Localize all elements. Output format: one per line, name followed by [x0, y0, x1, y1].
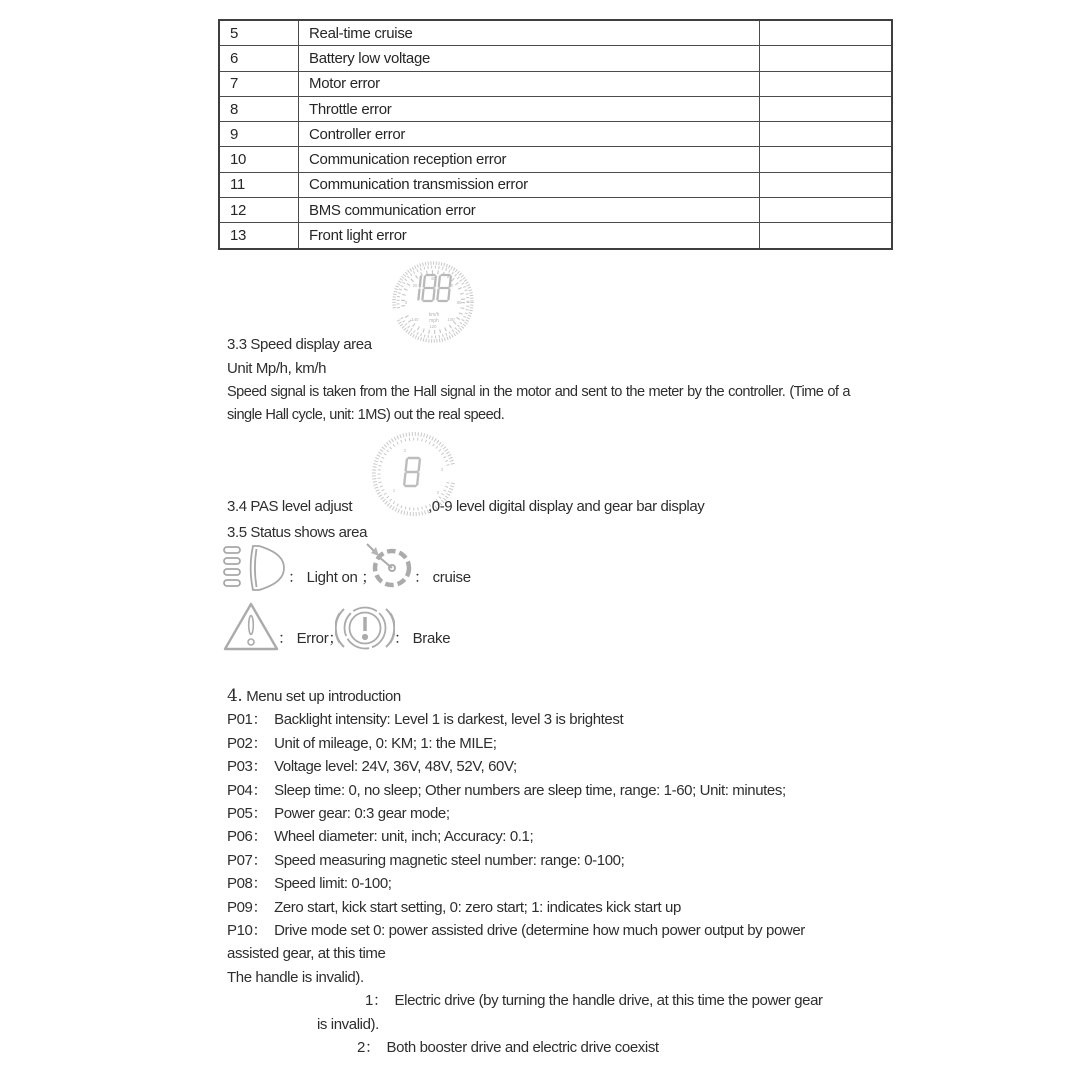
speed-value-digits	[418, 275, 451, 301]
menu-item-p05: P05： Power gear: 0:3 gear mode;	[227, 805, 450, 823]
menu-heading-number: 4.	[227, 686, 243, 706]
error-label: Communication transmission error	[299, 172, 760, 197]
menu-subitem-1-cont: is invalid).	[317, 1015, 379, 1033]
error-label: BMS communication error	[299, 198, 760, 223]
menu-item-p10-cont: assisted gear, at this time	[227, 945, 386, 963]
svg-text:0: 0	[404, 300, 408, 305]
error-code: 9	[219, 122, 299, 147]
svg-text:0: 0	[436, 490, 440, 495]
table-row	[219, 46, 892, 71]
table-row	[219, 71, 892, 96]
error-code: 12	[219, 198, 299, 223]
menu-item-p10: P10： Drive mode set 0: power assisted drive (determine how much power output by power	[227, 922, 805, 940]
table-row	[219, 198, 892, 223]
brake-label: ： Brake	[394, 630, 451, 647]
error-warning-icon	[222, 600, 280, 654]
error-label: Battery low voltage	[299, 46, 760, 71]
menu-item-p07: P07： Speed measuring magnetic steel number: range: 0-100;	[227, 851, 625, 869]
brake-icon	[335, 600, 395, 656]
pas-value-digit	[404, 458, 420, 486]
svg-text:km/h: km/h	[428, 312, 440, 318]
menu-item-p04: P04： Sleep time: 0, no sleep; Other numbers are sleep time, range: 1-60; Unit: minutes;	[227, 781, 786, 799]
menu-item-p03: P03： Voltage level: 24V, 36V, 48V, 52V, 60V;	[227, 758, 517, 776]
svg-text:140: 140	[411, 317, 419, 322]
menu-item-p08: P08： Speed limit: 0-100;	[227, 875, 392, 893]
svg-text:mph: mph	[429, 318, 439, 324]
headlight-icon	[222, 544, 286, 592]
cruise-icon	[363, 540, 415, 590]
svg-text:100: 100	[447, 317, 455, 322]
svg-text:120: 120	[429, 324, 437, 329]
empty-cell	[760, 223, 893, 249]
error-code: 7	[219, 71, 299, 96]
menu-subitem-1: 1： Electric drive (by turning the handle drive, at this time the power gear	[365, 992, 823, 1010]
speed-signal-paragraph: Speed signal is taken from the Hall signal in the motor and sent to the meter by the controller. (Time of a single Hall cycle, unit: 1MS) out the real speed.	[227, 384, 850, 424]
error-label: Throttle error	[299, 96, 760, 121]
svg-text:40: 40	[430, 276, 436, 281]
table-row	[219, 20, 892, 46]
speedometer-gauge-image	[390, 259, 476, 345]
menu-heading-text: Menu set up introduction	[246, 688, 401, 705]
empty-cell	[760, 71, 893, 96]
section-3-5-title: 3.5 Status shows area	[227, 524, 368, 541]
error-label: Front light error	[299, 223, 760, 249]
error-code: 10	[219, 147, 299, 172]
empty-cell	[760, 46, 893, 71]
menu-item-p02: P02： Unit of mileage, 0: KM; 1: the MILE;	[227, 734, 497, 752]
table-row	[219, 96, 892, 121]
empty-cell	[760, 122, 893, 147]
menu-item-p06: P06： Wheel diameter: unit, inch; Accuracy: 0.1;	[227, 828, 534, 846]
table-row	[219, 223, 892, 249]
menu-section	[227, 685, 887, 1060]
menu-item-p10-cont2: The handle is invalid).	[227, 968, 364, 986]
error-label: ： Error；	[278, 630, 344, 647]
section-3-4-rest: ,0-9 level digital display and gear bar display	[428, 498, 705, 515]
section-3-3-title: 3.3 Speed display area	[227, 336, 372, 353]
empty-cell	[760, 172, 893, 197]
section-3-4-title: 3.4 PAS level adjust	[227, 498, 353, 515]
empty-cell	[760, 198, 893, 223]
table-row	[219, 147, 892, 172]
error-code: 11	[219, 172, 299, 197]
menu-subitem-2: 2： Both booster drive and electric drive coexist	[357, 1039, 659, 1057]
error-code: 13	[219, 223, 299, 249]
error-label: Controller error	[299, 122, 760, 147]
svg-text:80: 80	[456, 300, 462, 305]
error-code-table	[218, 19, 893, 250]
error-label: Communication reception error	[299, 147, 760, 172]
cruise-label: ： cruise	[414, 569, 471, 586]
speedometer-icon	[390, 259, 476, 345]
error-code: 6	[219, 46, 299, 71]
empty-cell	[760, 20, 893, 46]
svg-text:1: 1	[392, 488, 396, 493]
table-row	[219, 122, 892, 147]
error-code: 8	[219, 96, 299, 121]
svg-text:2: 2	[403, 448, 407, 453]
error-label: Motor error	[299, 71, 760, 96]
empty-cell	[760, 96, 893, 121]
svg-text:3: 3	[440, 467, 444, 472]
light-on-label: ： Light on ；	[288, 569, 377, 586]
svg-text:60: 60	[448, 283, 454, 288]
unit-line: Unit Mp/h, km/h	[227, 360, 327, 377]
error-label: Real-time cruise	[299, 20, 760, 46]
table-row	[219, 172, 892, 197]
menu-item-p01: P01： Backlight intensity: Level 1 is darkest, level 3 is brightest	[227, 711, 624, 729]
svg-text:20: 20	[412, 283, 418, 288]
error-code: 5	[219, 20, 299, 46]
empty-cell	[760, 147, 893, 172]
menu-item-p09: P09： Zero start, kick start setting, 0: zero start; 1: indicates kick start up	[227, 898, 681, 916]
menu-heading	[227, 685, 887, 708]
